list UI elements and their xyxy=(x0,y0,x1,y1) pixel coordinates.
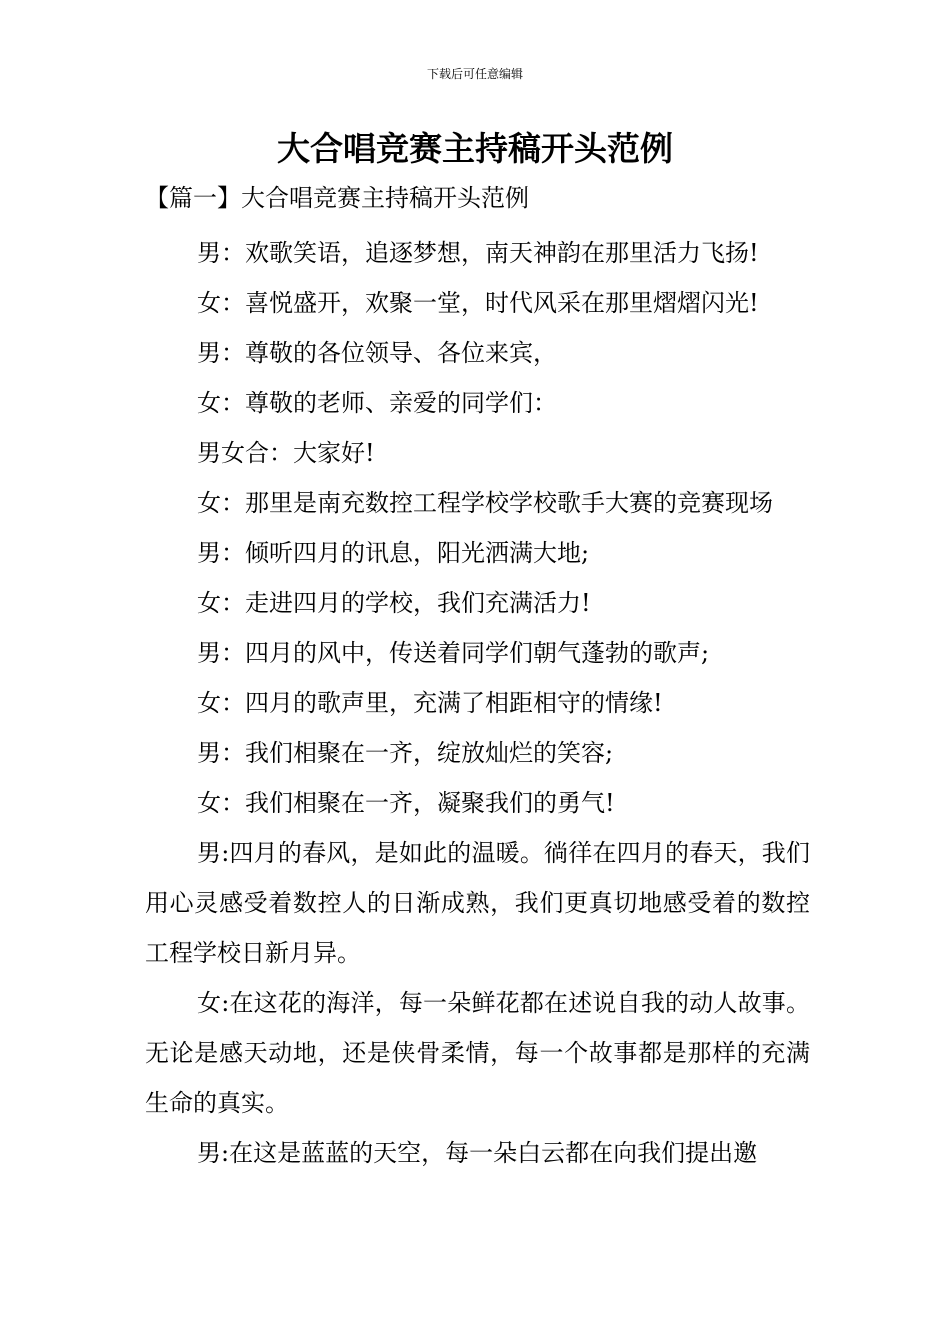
paragraph: 女：喜悦盛开，欢聚一堂，时代风采在那里熠熠闪光! xyxy=(197,289,759,317)
header-note: 下载后可任意编辑 xyxy=(426,67,523,81)
paragraph: 女：我们相聚在一齐，凝聚我们的勇气! xyxy=(197,789,615,817)
document-body xyxy=(145,228,810,1178)
document-title: 大合唱竞赛主持稿开头范例 xyxy=(277,129,673,168)
section-heading: 【篇一】大合唱竞赛主持稿开头范例 xyxy=(145,184,529,212)
paragraph: 女：尊敬的老师、亲爱的同学们： xyxy=(197,389,557,417)
paragraph: 男:四月的春风，是如此的温暖。徜徉在四月的春天，我们用心灵感受着数控人的日渐成熟，我们更真切地感受着的数控工程学校日新月异。 xyxy=(145,839,810,967)
paragraph: 女：走进四月的学校，我们充满活力! xyxy=(197,589,591,617)
paragraph: 女：四月的歌声里，充满了相距相守的情缘! xyxy=(197,689,663,717)
paragraph: 男：四月的风中，传送着同学们朝气蓬勃的歌声; xyxy=(197,639,710,667)
paragraph: 男：我们相聚在一齐，绽放灿烂的笑容; xyxy=(197,739,614,767)
paragraph: 女:在这花的海洋，每一朵鲜花都在述说自我的动人故事。无论是感天动地，还是侠骨柔情，每一个故事都是那样的充满生命的真实。 xyxy=(145,989,810,1117)
paragraph: 男：欢歌笑语，追逐梦想，南天神韵在那里活力飞扬! xyxy=(197,239,759,267)
paragraph: 女：那里是南充数控工程学校学校歌手大赛的竞赛现场 xyxy=(197,489,773,517)
paragraph: 男：倾听四月的讯息，阳光洒满大地; xyxy=(197,539,590,567)
paragraph: 男女合：大家好! xyxy=(197,439,375,467)
paragraph: 男:在这是蓝蓝的天空，每一朵白云都在向我们提出邀 xyxy=(197,1139,758,1167)
paragraph: 男：尊敬的各位领导、各位来宾， xyxy=(197,339,557,367)
